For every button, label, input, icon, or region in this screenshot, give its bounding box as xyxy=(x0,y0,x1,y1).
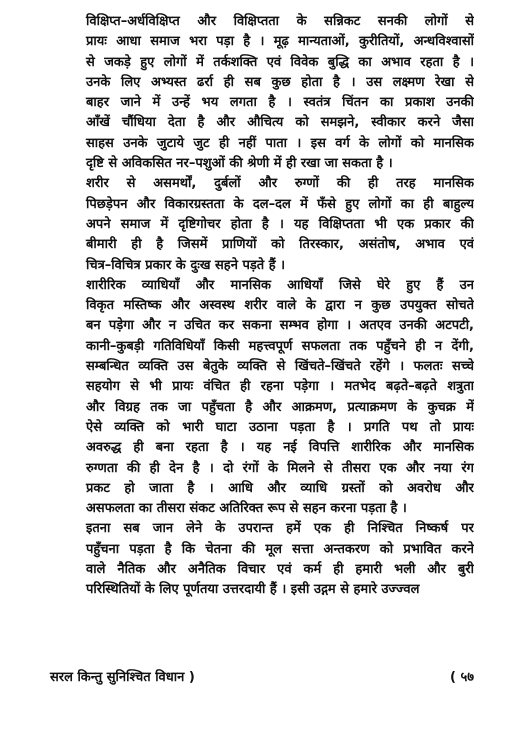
text-line: परिस्थितियों के लिए पूर्णतया उत्तरदायी हैं । इसी उद्गम से हमारे उज्ज्वल xyxy=(86,582,420,598)
text-line: आँखें चौंधिया देता है और औचित्य को समझने, स्वीकार करने जैसा xyxy=(86,115,474,131)
text-line: अपने समाज में दृष्टिगोचर होता है । यह विक्षिप्तता भी एक प्रकार की xyxy=(86,216,474,232)
body-text xyxy=(50,12,474,601)
text-line: प्रकट हो जाता है । आधि और व्याधि ग्रस्तों को अवरोध और xyxy=(86,480,474,496)
page-footer xyxy=(50,664,474,688)
text-line: असफलता का तीसरा संकट अतिरिक्त रूप से सहन करना पड़ता है । xyxy=(86,501,407,517)
text-line: ऐसे व्यक्ति को भारी घाटा उठाना पड़ता है । प्रगति पथ तो प्रायः xyxy=(86,419,474,435)
text-line: कानी–कुबड़ी गतिविधियाँ किसी महत्त्वपूर्ण सफलता तक पहुँचने ही न देंगी, xyxy=(86,338,474,354)
book-page xyxy=(50,12,474,732)
text-line: से जकड़े हुए लोगों में तर्कशक्ति एवं विवेक बुद्धि का अभाव रहता है । xyxy=(86,54,474,70)
text-line: बाहर जाने में उन्हें भय लगता है । स्वतंत्र चिंतन का प्रकाश उनकी xyxy=(86,95,474,111)
text-line: रुग्णता की ही देन है । दो रंगों के मिलने से तीसरा एक और नया रंग xyxy=(86,460,474,476)
text-line: चित्र–विचित्र प्रकार के दुःख सहने पड़ते हैं । xyxy=(86,257,286,273)
paragraph xyxy=(50,276,474,520)
page-number: ( ५७ xyxy=(450,670,474,685)
text-line: साहस उनके जुटाये जुट ही नहीं पाता । इस वर्ग के लोगों को मानसिक xyxy=(86,135,474,151)
footer-title: सरल किन्तु सुनिश्चित विधान ) xyxy=(50,670,195,685)
text-line: शारीरिक व्याधियाँ और मानसिक आधियाँ जिसे घेरे हुए हैं उन xyxy=(86,277,474,293)
text-line: अवरुद्ध ही बना रहता है । यह नई विपत्ति शारीरिक और मानसिक xyxy=(86,440,474,456)
text-line: इतना सब जान लेने के उपरान्त हमें एक ही निश्चित निष्कर्ष पर xyxy=(86,521,474,537)
text-line: शरीर से असमर्थों, दुर्बलों और रुग्णों की ही तरह मानसिक xyxy=(86,176,474,192)
text-line: पिछड़ेपन और विकारग्रस्तता के दल–दल में फँसे हुए लोगों का ही बाहुल्य xyxy=(86,196,474,212)
text-line: उनके लिए अभ्यस्त ढर्रा ही सब कुछ होता है । उस लक्ष्मण रेखा से xyxy=(86,74,474,90)
text-line: वाले नैतिक और अनैतिक विचार एवं कर्म ही हमारी भली और बुरी xyxy=(86,562,474,578)
paragraph xyxy=(50,174,474,275)
text-line: और विग्रह तक जा पहुँचता है और आक्रमण, प्रत्याक्रमण के कुचक्र में xyxy=(86,399,474,415)
paragraph xyxy=(50,12,474,174)
paragraph xyxy=(50,519,474,600)
text-line: दृष्टि से अविकसित नर–पशुओं की श्रेणी में ही रखा जा सकता है । xyxy=(86,156,393,172)
text-line: प्रायः आधा समाज भरा पड़ा है । मूढ़ मान्यताओं, कुरीतियों, अन्धविश्वासों xyxy=(86,34,474,50)
text-line: पहुँचना पड़ता है कि चेतना की मूल सत्ता अन्तकरण को प्रभावित करने xyxy=(86,541,474,557)
text-line: बन पड़ेगा और न उचित कर सकना सम्भव होगा । अतएव उनकी अटपटी, xyxy=(86,318,474,334)
text-line: बीमारी ही है जिसमें प्राणियों को तिरस्कार, असंतोष, अभाव एवं xyxy=(86,237,474,253)
text-line: सम्बन्धित व्यक्ति उस बेतुके व्यक्ति से खिंचते–खिंचते रहेंगे । फलतः सच्चे xyxy=(86,359,474,375)
text-line: विक्षिप्त–अर्धविक्षिप्त और विक्षिप्तता के सन्निकट सनकी लोगों से xyxy=(86,14,474,29)
text-line: सहयोग से भी प्रायः वंचित ही रहना पड़ेगा । मतभेद बढ़ते–बढ़ते शत्रुता xyxy=(86,379,474,395)
text-line: विकृत मस्तिष्क और अस्वस्थ शरीर वाले के द्वारा न कुछ उपयुक्त सोचते xyxy=(86,298,474,314)
